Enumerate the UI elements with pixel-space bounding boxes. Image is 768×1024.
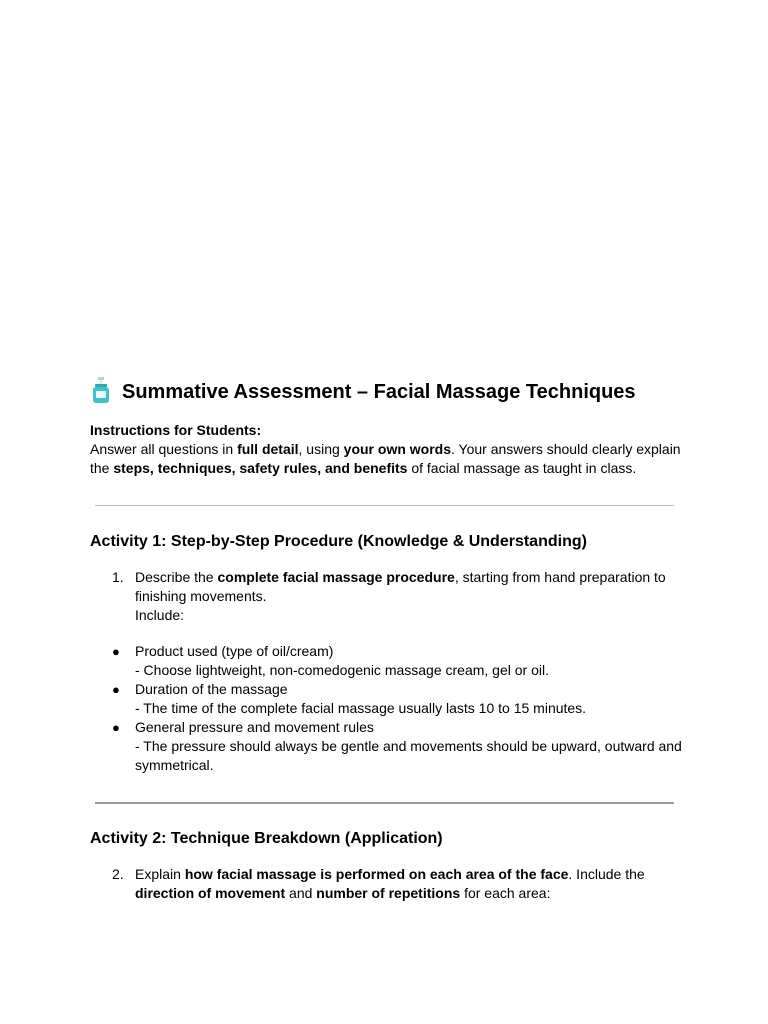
bullet-icon: ● <box>112 720 120 735</box>
divider <box>95 505 674 506</box>
question-1-text: Describe the complete facial massage procedure, starting from hand preparation to finishing movements. Include: <box>135 569 666 623</box>
divider <box>95 802 674 804</box>
bullet-icon: ● <box>112 682 120 697</box>
list-item: Duration of the massage - The time of the complete facial massage usually lasts 10 to 15 minutes. <box>135 681 587 716</box>
question-2-text: Explain how facial massage is performed on each area of the face. Include the direction of movement and number of repetitions for each area: <box>135 866 645 901</box>
question-number: 1. <box>112 569 124 585</box>
lotion-bottle-icon <box>90 377 112 403</box>
instructions-heading: Instructions for Students: <box>90 422 262 438</box>
list-item: Product used (type of oil/cream) - Choose lightweight, non-comedogenic massage cream, gel or oil. <box>135 643 549 678</box>
page-title-text: Summative Assessment – Facial Massage Techniques <box>122 381 636 403</box>
list-item: General pressure and movement rules - The pressure should always be gentle and movements should be upward, outward and symmetrical. <box>135 719 682 773</box>
question-number: 2. <box>112 866 124 882</box>
instructions-text: Answer all questions in full detail, using your own words. Your answers should clearly explain the steps, techniques, safety rules, and benefits of facial massage as taught in class. <box>90 441 681 476</box>
page-title <box>90 377 730 406</box>
bullet-icon: ● <box>112 644 120 659</box>
include-label: Include: <box>135 607 185 623</box>
activity-2-heading: Activity 2: Technique Breakdown (Application) <box>90 830 443 847</box>
activity-1-heading: Activity 1: Step-by-Step Procedure (Knowledge & Understanding) <box>90 533 587 550</box>
